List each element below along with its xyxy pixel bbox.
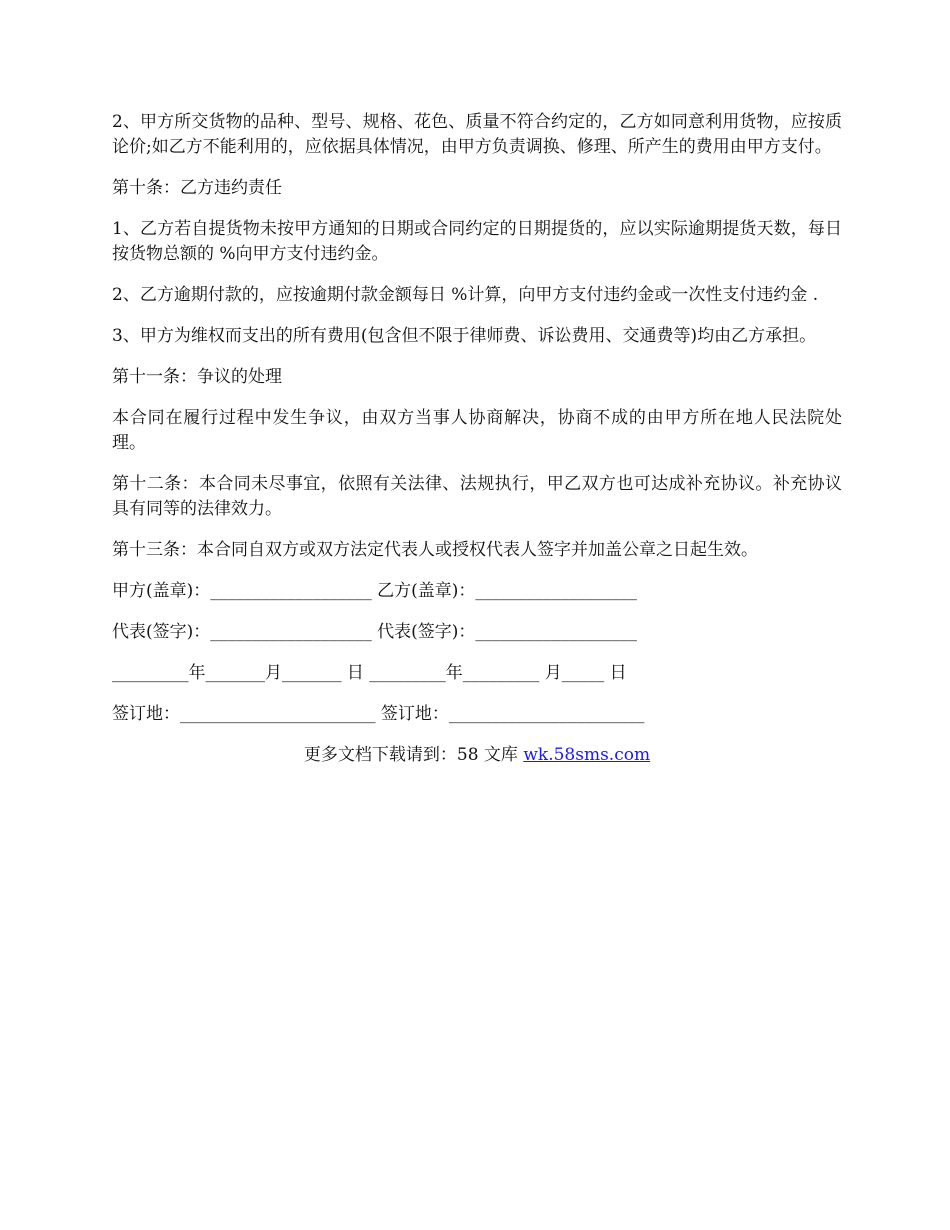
clause-9-item-2: 2、甲方所交货物的品种、型号、规格、花色、质量不符合约定的，乙方如同意利用货物，应按质论价;如乙方不能利用的，应依据具体情况，由甲方负责调换、修理、所产生的费用由甲方支付。 (112, 112, 842, 157)
seal-signature-line: 甲方(盖章)：___________________ 乙方(盖章)：___________________ (112, 581, 637, 601)
date-line: _________年_______月_______ 日 _________年_________ 月_____ 日 (112, 663, 627, 683)
document-page (112, 110, 842, 768)
clause-10-item-1: 1、乙方若自提货物未按甲方通知的日期或合同约定的日期提货的，应以实际逾期提货天数，每日按货物总额的 %向甲方支付违约金。 (112, 219, 842, 264)
clause-10-item-3: 3、甲方为维权而支出的所有费用(包含但不限于律师费、诉讼费用、交通费等)均由乙方承担。 (112, 326, 817, 346)
footer-link[interactable]: wk.58sms.com (523, 745, 651, 765)
footer (112, 743, 842, 768)
clause-12-body: 第十二条：本合同未尽事宜，依照有关法律、法规执行，甲乙双方也可达成补充协议。补充协议具有同等的法律效力。 (112, 474, 842, 519)
clause-10-item-2: 2、乙方逾期付款的，应按逾期付款金额每日 %计算，向甲方支付违约金或一次性支付违约金 . (112, 285, 819, 305)
representative-signature-line: 代表(签字)：___________________ 代表(签字)：___________________ (112, 622, 637, 642)
clause-13-body: 第十三条：本合同自双方或双方法定代表人或授权代表人签字并加盖公章之日起生效。 (112, 540, 758, 560)
footer-text: 更多文档下载请到：58 文库 (303, 745, 524, 765)
clause-11-body: 本合同在履行过程中发生争议，由双方当事人协商解决，协商不成的由甲方所在地人民法院处理。 (112, 408, 842, 453)
clause-11-heading: 第十一条：争议的处理 (112, 367, 282, 387)
signing-place-line: 签订地：_______________________ 签订地：_______________________ (112, 704, 645, 724)
clause-10-heading: 第十条：乙方违约责任 (112, 178, 282, 198)
